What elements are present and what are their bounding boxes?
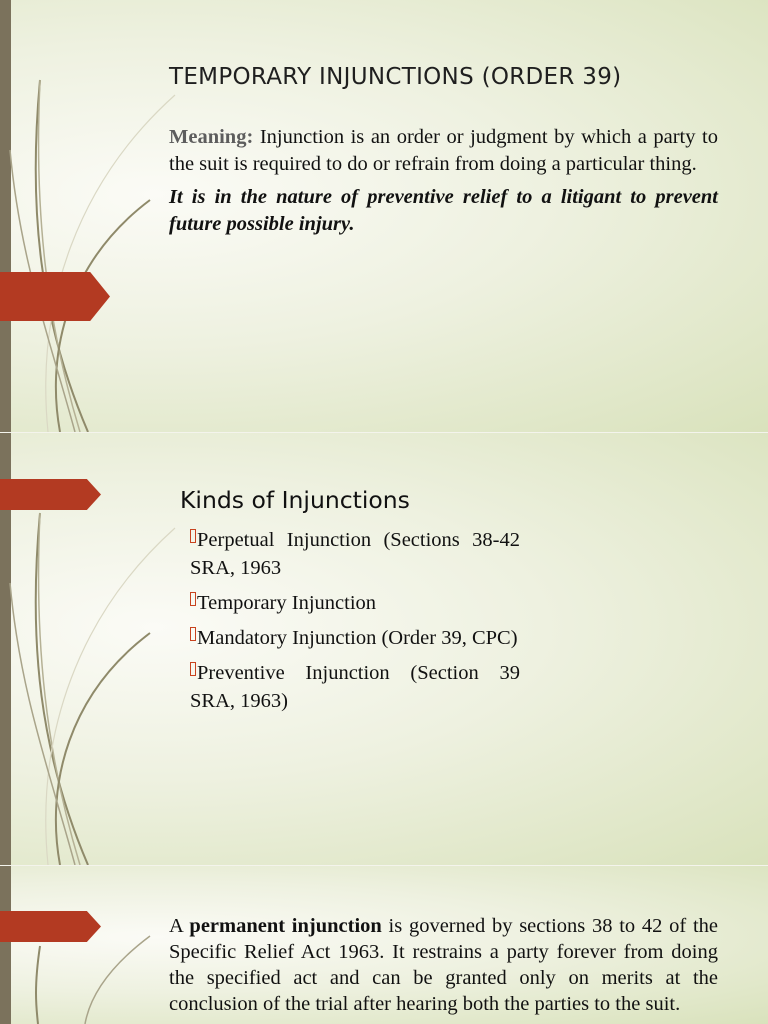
slide-body [169, 124, 718, 244]
body-lead: A [169, 915, 190, 937]
bullet-icon [190, 627, 196, 641]
list-item-text: Perpetual Injunction (Sections 38-42 SRA, 1963 [190, 529, 520, 579]
list-item [190, 589, 520, 617]
kinds-list [190, 526, 520, 722]
meaning-label: Meaning: [169, 126, 254, 148]
meaning-paragraph [169, 124, 718, 178]
slide-arrow-tab [0, 479, 101, 510]
slide-3 [0, 866, 768, 1024]
bullet-icon [190, 662, 196, 676]
emphasis-paragraph: It is in the nature of preventive relief to a litigant to prevent future possible injury. [169, 186, 718, 235]
slide-body [169, 913, 718, 1017]
slide-arrow-tab [0, 911, 101, 942]
meaning-text: Injunction is an order or judgment by which a party to the suit is required to do or refrain from doing a particular thing. [169, 126, 718, 175]
slide-1 [0, 0, 768, 432]
list-item-text: Temporary Injunction [197, 592, 377, 614]
list-item-text: Preventive Injunction (Section 39 SRA, 1963) [190, 662, 520, 712]
list-item [190, 526, 520, 582]
slide-title: TEMPORARY INJUNCTIONS (ORDER 39) [169, 64, 622, 90]
list-item [190, 659, 520, 715]
bullet-icon [190, 592, 196, 606]
slide-2 [0, 433, 768, 865]
bold-term: permanent injunction [189, 915, 382, 937]
list-item-text: Mandatory Injunction (Order 39, CPC) [197, 627, 518, 649]
slide-title: Kinds of Injunctions [180, 486, 410, 514]
list-item [190, 624, 520, 652]
body-rest: is governed by sections 38 to 42 of the Specific Relief Act 1963. It restrains a party forever from doing the specified act and can be granted only on merits at the conclusion of the trial after hearing both the parties to the suit. [169, 915, 718, 1015]
slide-arrow-tab [0, 272, 110, 321]
bullet-icon [190, 529, 196, 543]
